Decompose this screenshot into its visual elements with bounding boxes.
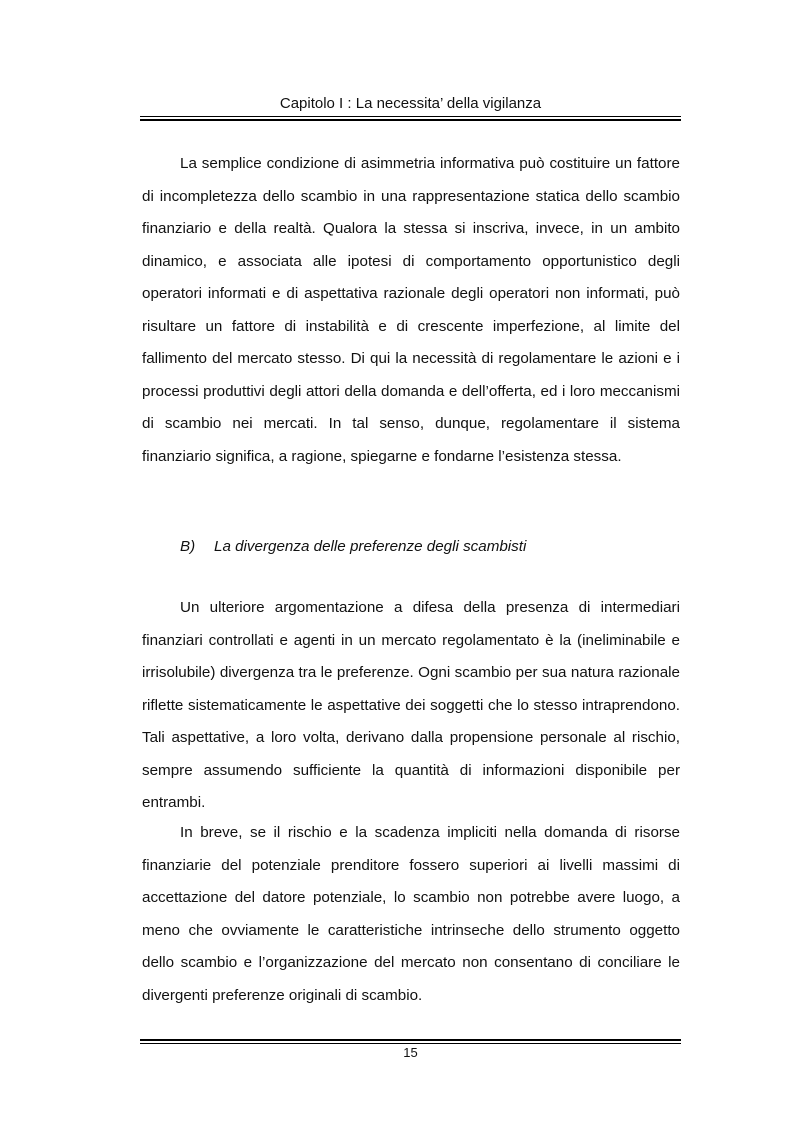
header-rule-thick	[140, 119, 681, 121]
section-heading	[180, 535, 526, 559]
running-header: Capitolo I : La necessita’ della vigilanza	[279, 95, 542, 112]
paragraph-in-breve: In breve, se il rischio e la scadenza impliciti nella domanda di risorse finanziarie del potenziale prenditore fossero superiori ai livelli massimi di accettazione del datore potenziale, lo scambio non potrebbe avere luogo, a meno che ovviamente le caratteristiche intrinseche dello strumento oggetto dello scambio e l’organizzazione del mercato non consentano di conciliare le divergenti preferenze originali di scambio.	[142, 824, 680, 1004]
paragraph-asymmetry: La semplice condizione di asimmetria informativa può costituire un fattore di incompletezza dello scambio in una rappresentazione statica dello scambio finanziario e della realtà. Qualora la stessa si inscriva, invece, in un ambito dinamico, e associata alle ipotesi di comportamento opportunistico degli operatori informati e di aspettativa razionale degli operatori non informati, può risultare un fattore di instabilità e di crescente imperfezione, al limite del fallimento del mercato stesso. Di qui la necessità di regolamentare le azioni e i processi produttivi degli attori della domanda e dell’offerta, ed i loro meccanismi di scambio nei mercati. In tal senso, dunque, regolamentare il sistema finanziario significa, a ragione, spiegarne e fondarne l’esistenza stessa.	[142, 155, 680, 465]
header-rule-thin	[140, 116, 681, 117]
footer-rule-thin	[140, 1043, 681, 1044]
footer-rule-thick	[140, 1039, 681, 1041]
section-label: B)	[180, 538, 196, 555]
paragraph-divergence: Un ulteriore argomentazione a difesa della presenza di intermediari finanziari controllati e agenti in un mercato regolamentato è la (ineliminabile e irrisolubile) divergenza tra le preferenze. Ogni scambio per sua natura razionale riflette sistematicamente le aspettative dei soggetti che lo stesso intraprendono. Tali aspettative, a loro volta, derivano dalla propensione personale al rischio, sempre assumendo sufficiente la quantità di informazioni disponibile per entrambi.	[142, 599, 680, 811]
section-title: La divergenza delle preferenze degli scambisti	[214, 538, 527, 555]
page-number: 15	[403, 1045, 418, 1060]
